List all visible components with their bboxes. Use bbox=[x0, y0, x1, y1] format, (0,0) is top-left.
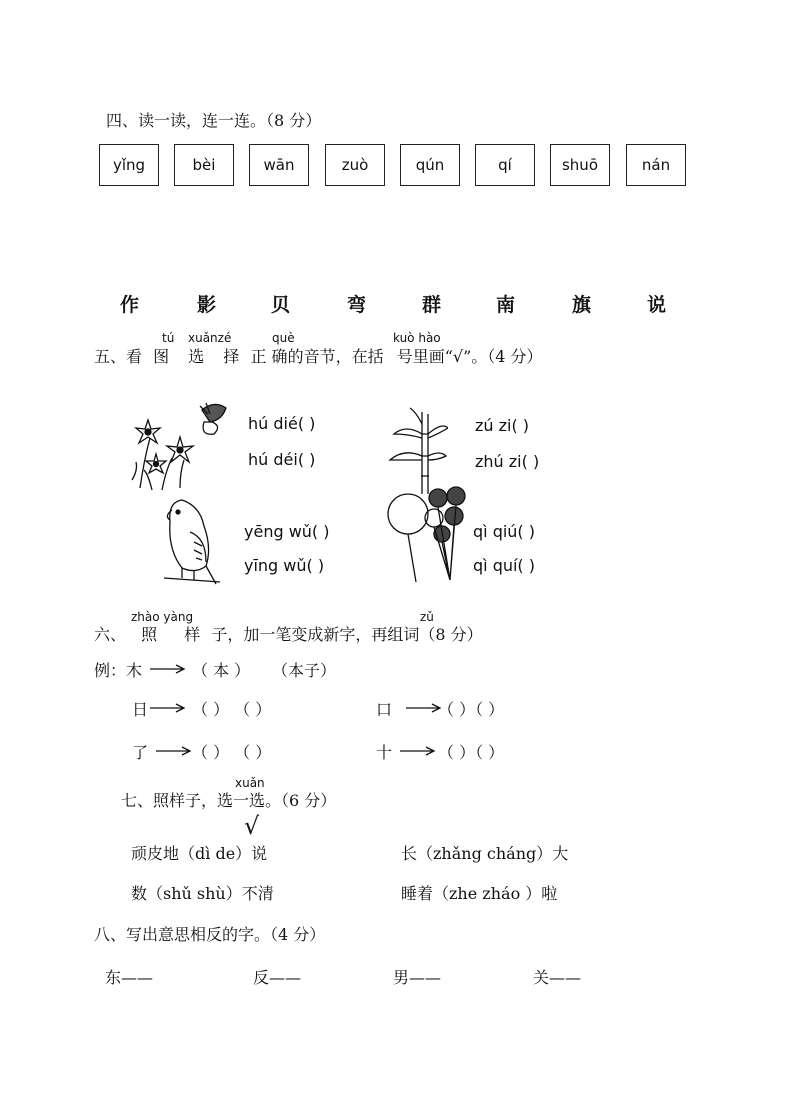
checkmark-icon: √ bbox=[244, 812, 260, 840]
q5-option[interactable]: zú zi( ) bbox=[475, 416, 530, 435]
q4-title: 四、读一读，连一连。（8 分） bbox=[106, 111, 322, 130]
q5-option[interactable]: hú déi( ) bbox=[248, 450, 316, 469]
q6-example-word: （本子） bbox=[272, 661, 337, 680]
butterfly-flowers-picture bbox=[122, 400, 234, 492]
ruby-zhaoyang: zhào yàng bbox=[131, 610, 194, 624]
q6-blanks[interactable]: （ ）（ ） bbox=[438, 700, 505, 719]
character[interactable]: 弯 bbox=[347, 294, 367, 316]
character[interactable]: 贝 bbox=[271, 294, 291, 316]
ruby-tu: tú bbox=[162, 331, 175, 345]
ruby-que: què bbox=[272, 331, 295, 345]
ruby-xuan: xuǎn bbox=[235, 776, 265, 790]
pinyin-box[interactable]: qí bbox=[475, 144, 535, 186]
character[interactable]: 说 bbox=[647, 294, 667, 316]
arrow-icon bbox=[150, 703, 186, 713]
q6-example-label: 例：木 bbox=[94, 661, 143, 680]
q5-option[interactable]: hú dié( ) bbox=[248, 414, 316, 433]
q6-char: 十 bbox=[376, 743, 393, 762]
q8-title: 八、写出意思相反的字。（4 分） bbox=[94, 925, 326, 944]
q8-item[interactable]: 关—— bbox=[533, 968, 582, 987]
q6-blanks[interactable]: （ ） （ ） bbox=[192, 700, 272, 719]
ruby-kuohao: kuò hào bbox=[393, 331, 441, 345]
pinyin-box[interactable]: yǐng bbox=[99, 144, 159, 186]
q6-char: 日 bbox=[132, 700, 149, 719]
pinyin-box[interactable]: bèi bbox=[174, 144, 234, 186]
q6-blanks[interactable]: （ ）（ ） bbox=[438, 743, 505, 762]
q7-item[interactable]: 睡着（zhe zháo ）啦 bbox=[401, 884, 558, 903]
bamboo-picture bbox=[388, 404, 448, 496]
character[interactable]: 作 bbox=[120, 294, 140, 316]
ruby-zu: zǔ bbox=[420, 610, 434, 624]
q5-option[interactable]: zhú zi( ) bbox=[475, 452, 540, 471]
q5-option[interactable]: yīng wǔ( ) bbox=[244, 556, 325, 575]
arrow-icon bbox=[150, 664, 186, 674]
arrow-icon bbox=[406, 703, 442, 713]
pinyin-box[interactable]: wān bbox=[249, 144, 309, 186]
q5-option[interactable]: qì qiú( ) bbox=[473, 522, 535, 541]
character[interactable]: 影 bbox=[197, 294, 217, 316]
q6-char: 了 bbox=[132, 743, 149, 762]
pinyin-box[interactable]: zuò bbox=[325, 144, 385, 186]
q7-item[interactable]: 数（shǔ shù）不清 bbox=[131, 884, 274, 903]
q7-title: 七、照样子，选一选。（6 分） bbox=[121, 791, 337, 810]
character[interactable]: 旗 bbox=[572, 294, 592, 316]
q8-item[interactable]: 东—— bbox=[105, 968, 154, 987]
q8-item[interactable]: 男—— bbox=[393, 968, 442, 987]
q6-title: 六、 照 样 子，加一笔变成新字，再组词（8 分） bbox=[94, 625, 483, 644]
q6-blanks[interactable]: （ ） （ ） bbox=[192, 743, 272, 762]
balloons-picture bbox=[386, 484, 472, 584]
q8-item[interactable]: 反—— bbox=[253, 968, 302, 987]
parrot-picture bbox=[160, 492, 222, 588]
q6-example-answer: （ 本 ） bbox=[192, 661, 251, 680]
q5-option[interactable]: qì quí( ) bbox=[473, 556, 535, 575]
q6-char: 口 bbox=[376, 700, 393, 719]
q5-title: 五、看 图 选 择 正 确的音节，在括 号里画“√”。（4 分） bbox=[94, 347, 543, 366]
arrow-icon bbox=[400, 746, 436, 756]
pinyin-box[interactable]: shuō bbox=[550, 144, 610, 186]
arrow-icon bbox=[156, 746, 192, 756]
character[interactable]: 南 bbox=[496, 294, 516, 316]
ruby-xuanze: xuǎnzé bbox=[188, 331, 232, 345]
q7-item[interactable]: 顽皮地（dì de）说 bbox=[131, 844, 268, 863]
q5-option[interactable]: yēng wǔ( ) bbox=[244, 522, 330, 541]
q7-item[interactable]: 长（zhǎng cháng）大 bbox=[401, 844, 569, 863]
pinyin-box[interactable]: qún bbox=[400, 144, 460, 186]
character[interactable]: 群 bbox=[422, 294, 442, 316]
pinyin-box[interactable]: nán bbox=[626, 144, 686, 186]
